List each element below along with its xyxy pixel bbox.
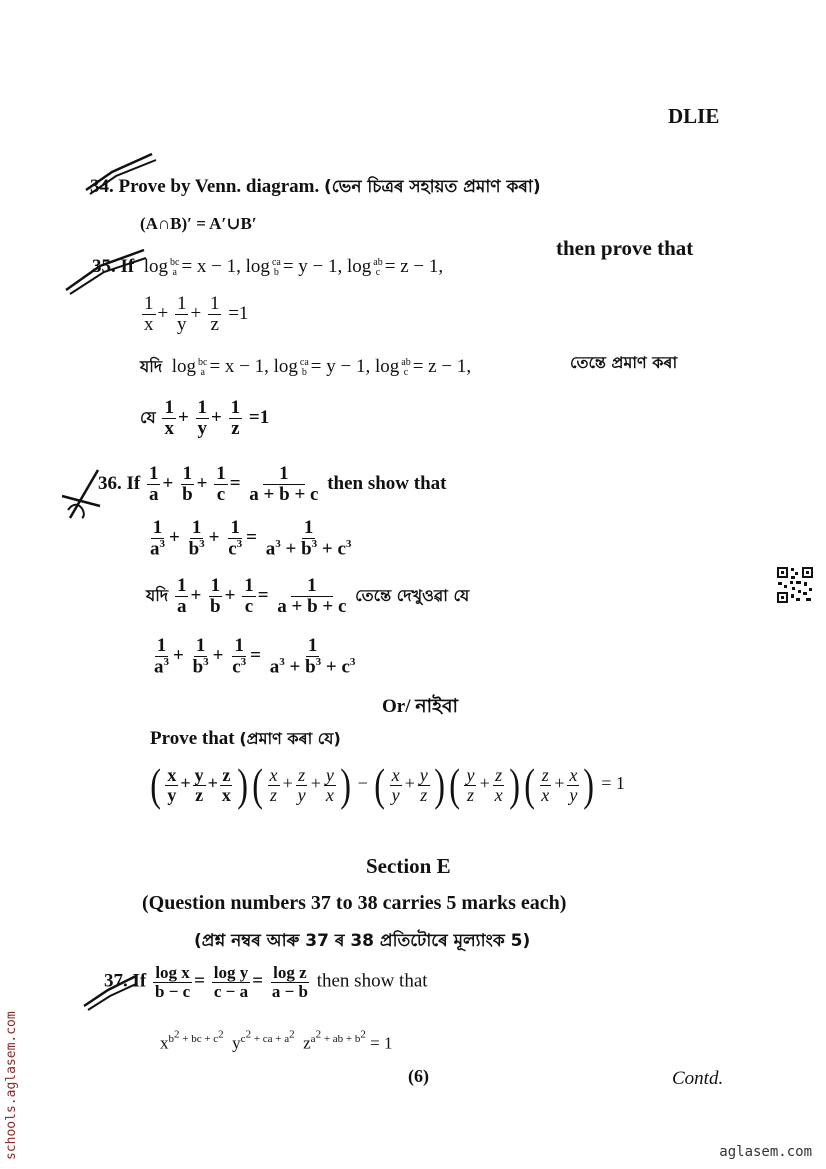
- q37-number: 37.: [104, 970, 128, 992]
- q35-then-prove: then prove that: [556, 236, 694, 260]
- q35-if: If: [120, 256, 135, 277]
- q35-as-that: যে: [140, 407, 156, 427]
- paper-code: DLIE: [668, 104, 720, 128]
- q36-line: 36. If $\frac{1}{a}$ + $\frac{1}{b}$ + $\frac{1}{c}$ = $\frac{1}{a + b + c}$ then show that: [98, 463, 447, 505]
- q36-prove-as: (প্ৰমাণ কৰা যে): [239, 729, 341, 748]
- q35-number: 35.: [92, 256, 116, 277]
- q36-identity: ( $\frac{x}{y}$ + $\frac{y}{z}$ + $\frac{z}{x}$ )( $\frac{x}{z}$ + $\frac{z}{y}$ + $\frac{y}{x}$ ) − ( $\frac{x}{y}$ + $\frac{y}{z}$ )( $\frac{y}{z}$ + $\frac{z}{x}$ )( $\frac{z}{x}$ + $\frac{x}{y}$ ) = 1: [150, 759, 625, 810]
- q34-line: [90, 174, 541, 202]
- side-watermark: schools.aglasem.com: [4, 1011, 19, 1160]
- q37-rhs: = 1: [370, 1033, 393, 1053]
- qr-code-icon: [776, 566, 814, 604]
- q36-as-if: যদি: [146, 585, 169, 605]
- q36-result: $\frac{1}{a^3}$ + $\frac{1}{b^3}$ + $\frac{1}{c^3}$ = $\frac{1}{a^3 + b^3 + c^3}$: [150, 517, 352, 560]
- q36-line-as: যদি $\frac{1}{a}$ + $\frac{1}{b}$ + $\frac{1}{c}$ = $\frac{1}{a + b + c}$ তেন্তে দেখুওৱা যে: [146, 575, 470, 617]
- q36-then-show: then show that: [327, 472, 447, 494]
- section-title: Section E: [366, 854, 451, 878]
- q35-condition: log bc a = x − 1, log ca b = y − 1, log ab c = z − 1,: [138, 256, 444, 278]
- q34-formula: (A∩B)′ = A′∪B′: [140, 214, 257, 233]
- q35-result-as: যে $\frac{1}{x}$ + $\frac{1}{y}$ + $\frac{1}{z}$ =1: [140, 397, 270, 439]
- q36-if: If: [126, 472, 141, 494]
- q35-line: [92, 256, 443, 278]
- q34-text-en: Prove by Venn. diagram.: [118, 176, 320, 197]
- q36-or: Or/ নাইবা: [382, 696, 459, 717]
- q37-result: $x^{b^2 + bc + c^2}$ $y^{c^2 + ca + a^2}$ $z^{a^2 + ab + b^2} = 1$: [160, 1028, 393, 1053]
- q35-as-then: তেন্তে প্ৰমাণ কৰা: [570, 353, 678, 372]
- q36-prove-line: [150, 726, 341, 753]
- q36-result-as: $\frac{1}{a^3}$ + $\frac{1}{b^3}$ + $\frac{1}{c^3}$ = $\frac{1}{a^3 + b^3 + c^3}$: [154, 635, 356, 678]
- q35-line-as: যদি log bc a = x − 1, log ca b = y − 1, log ab c = z − 1,: [140, 356, 472, 378]
- q35-result: $\frac{1}{x}$ + $\frac{1}{y}$ + $\frac{1}{z}$ =1: [144, 293, 249, 335]
- q37-line: 37. If $\frac{\text{log x}}{b - c}$ = $\frac{\text{log y}}{c - a}$ = $\frac{\text{log z}}{a - b}$ then show that: [104, 963, 428, 1001]
- q37-if: If: [132, 970, 147, 992]
- contd-label: Contd.: [672, 1068, 724, 1089]
- q37-then-show: then show that: [316, 970, 428, 992]
- bottom-watermark: aglasem.com: [719, 1144, 812, 1160]
- page-number: (6): [408, 1066, 429, 1086]
- q36-as-then: তেন্তে দেখুওৱা যে: [355, 585, 470, 605]
- q35-as-if: যদি: [140, 357, 163, 376]
- q36-prove-en: Prove that: [150, 728, 235, 749]
- q34-number: 34.: [90, 176, 114, 197]
- section-subtitle-en: (Question numbers 37 to 38 carries 5 marks each): [142, 892, 567, 914]
- q35-result-rhs: =1: [228, 302, 249, 324]
- q34-text-as: (ভেন চিত্ৰৰ সহায়ত প্ৰমাণ কৰা): [324, 177, 541, 197]
- q36-number: 36.: [98, 472, 122, 494]
- q35-result-as-rhs: =1: [248, 406, 270, 428]
- section-subtitle-as: (প্ৰশ্ন নম্বৰ আৰু 37 ৰ 38 প্ৰতিটোৰে মূল্যাংক 5): [194, 931, 531, 951]
- q36-identity-rhs: = 1: [601, 773, 625, 794]
